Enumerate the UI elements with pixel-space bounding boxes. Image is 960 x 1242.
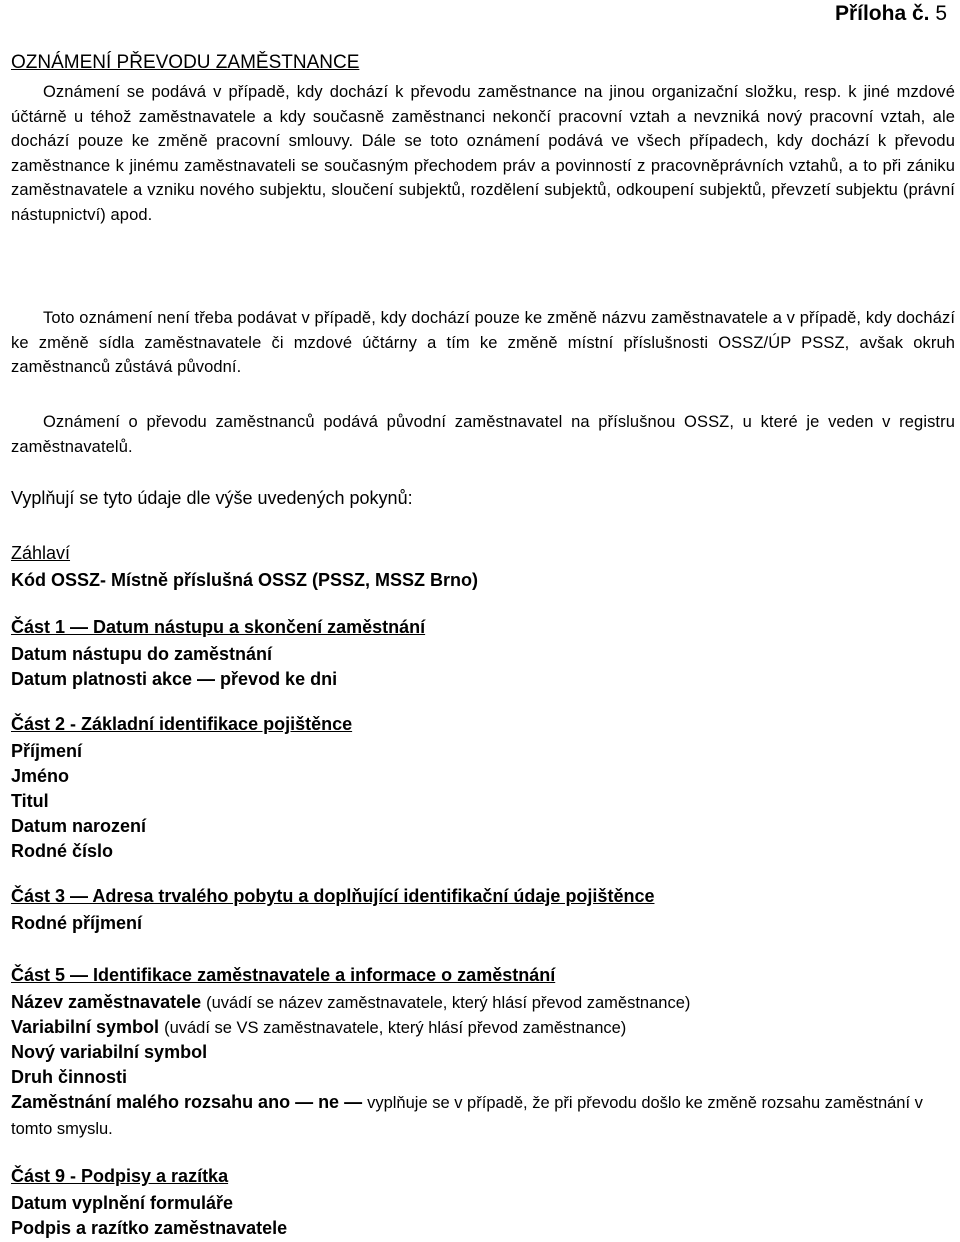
field-employer-name: Název zaměstnavatele (11, 992, 202, 1012)
intro-text: Oznámení se podává v případě, kdy dochází k převodu zaměstnance na jinou organizační složku, resp. k jiné mzdové účtárně u téhož zaměstnavatele a kdy současně zaměstnanci nekončí pracovní vztah a nevzniká nový pracovní vztah, ale dochází pouze ke změně pracovní smlouvy. Dále se toto oznámení podává ve všech případech, kdy dochází k převodu zaměstnance k jinému zaměstnavateli se současným přechodem práv a povinností z pracovněprávních vztahů, a to při zániku zaměstnavatele a vzniku nového subjektu, sloučení subjektů, rozdělení subjektů, odkoupení subjektů, převzetí subjektu (právní nástupnictví) apod. (11, 83, 955, 224)
part1-title: Část 1 — Datum nástupu a skončení zaměstnání (11, 617, 426, 637)
small-scope-note: vyplňuje se v případě, že při převodu došlo ke změně rozsahu zaměstnání v tomto smyslu. (11, 1094, 923, 1138)
exception-paragraph (11, 306, 955, 380)
field-start-date: Datum nástupu do zaměstnání (11, 644, 273, 664)
attachment-number: 5 (935, 2, 947, 25)
section-part2 (11, 714, 955, 864)
field-effective-date: Datum platnosti akce — převod ke dni (11, 669, 338, 689)
field-activity-type: Druh činnosti (11, 1067, 127, 1087)
field-birth-date: Datum narození (11, 816, 147, 836)
section-part5 (11, 965, 955, 1142)
intro-paragraph (11, 80, 955, 227)
field-birth-surname: Rodné příjmení (11, 913, 143, 933)
field-surname: Příjmení (11, 741, 83, 761)
submitter-text: Oznámení o převodu zaměstnanců podává původní zaměstnavatel na příslušnou OSSZ, u které je veden v registru zaměstnavatelů. (11, 413, 955, 456)
field-new-variable-symbol: Nový variabilní symbol (11, 1042, 208, 1062)
instructions-lead: Vyplňují se tyto údaje dle výše uvedených pokynů: (11, 488, 413, 508)
section-part1 (11, 617, 955, 692)
part5-title: Část 5 — Identifikace zaměstnavatele a informace o zaměstnání (11, 965, 556, 985)
part2-title: Část 2 - Základní identifikace pojištěnce (11, 714, 353, 734)
field-signature-stamp: Podpis a razítko zaměstnavatele (11, 1218, 288, 1238)
part3-title: Část 3 — Adresa trvalého pobytu a doplňující identifikační údaje pojištěnce (11, 886, 655, 906)
field-birth-number: Rodné číslo (11, 841, 114, 861)
field-small-scope: Zaměstnání malého rozsahu ano — ne — (11, 1092, 363, 1112)
field-variable-symbol: Variabilní symbol (11, 1017, 160, 1037)
field-title: Titul (11, 791, 49, 811)
exception-text: Toto oznámení není třeba podávat v případě, kdy dochází pouze ke změně názvu zaměstnavatele a v případě, kdy dochází ke změně sídla zaměstnavatele či mzdové účtárny a tím ke změně místní příslušnosti OSSZ/ÚP PSSZ, avšak okruh zaměstnanců zůstává původní. (11, 309, 955, 376)
section-part3 (11, 886, 955, 936)
field-fill-date: Datum vyplnění formuláře (11, 1193, 234, 1213)
submitter-paragraph (11, 410, 955, 459)
attachment-label (835, 2, 947, 26)
variable-symbol-note: (uvádí se VS zaměstnavatele, který hlásí převod zaměstnance) (164, 1019, 627, 1037)
section-header-title: Záhlaví (11, 543, 71, 563)
part9-title: Část 9 - Podpisy a razítka (11, 1166, 229, 1186)
field-first-name: Jméno (11, 766, 70, 786)
attachment-text: Příloha č. (834, 2, 930, 25)
document-title: OZNÁMENÍ PŘEVODU ZAMĚSTNANCE (11, 52, 360, 73)
field-ossz-code: Kód OSSZ- Místně příslušná OSSZ (PSSZ, MSSZ Brno) (11, 570, 479, 590)
section-part9 (11, 1166, 955, 1241)
section-header (11, 543, 955, 593)
employer-name-note: (uvádí se název zaměstnavatele, který hlásí převod zaměstnance) (206, 994, 691, 1012)
